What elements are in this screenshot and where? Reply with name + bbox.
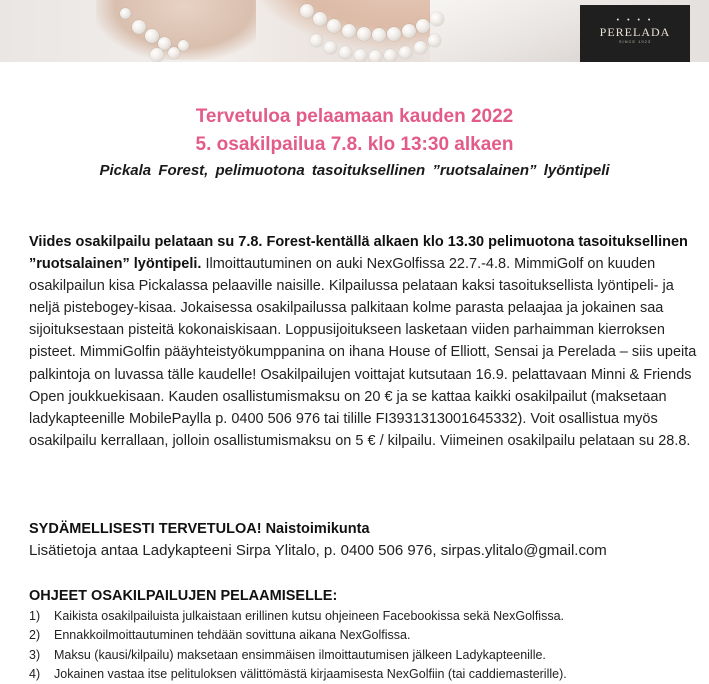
- instructions-heading: OHJEET OSAKILPAILUJEN PELAAMISELLE:: [29, 588, 338, 604]
- contact-line: Lisätietoja antaa Ladykapteeni Sirpa Ylitalo, p. 0400 506 976, sirpas.ylitalo@gmail.com: [29, 542, 607, 559]
- necklace-pearl: [416, 19, 430, 33]
- bracelet-pearl: [120, 8, 131, 19]
- logo-dots: • • • •: [616, 17, 654, 24]
- necklace-pearl: [414, 41, 427, 54]
- item-number: 2): [29, 628, 41, 643]
- body-paragraph: [29, 231, 697, 452]
- necklace-pearl: [399, 46, 412, 59]
- item-text: Maksu (kausi/kilpailu) maksetaan ensimmäisen ilmoittautumisen jälkeen Ladykapteenille.: [54, 647, 546, 662]
- item-number: 1): [29, 609, 41, 623]
- necklace-pearl: [313, 12, 327, 26]
- necklace-pearl: [300, 4, 314, 18]
- welcome-line: SYDÄMELLISESTI TERVETULOA! Naistoimikunta: [29, 521, 370, 537]
- necklace-pearl: [357, 27, 371, 41]
- necklace-pearl: [430, 12, 444, 26]
- necklace-pearl: [402, 24, 416, 38]
- perelada-logo: [580, 5, 690, 62]
- item-text: Kaikista osakilpailuista julkaistaan erillinen kutsu ohjeineen Facebookissa sekä NexGolfissa.: [54, 609, 564, 623]
- list-item: [29, 646, 709, 665]
- page-title: Tervetuloa pelaamaan kauden 2022: [195, 106, 514, 127]
- item-text: Ennakkoilmoittautuminen tehdään sovittuna aikana NexGolfissa.: [54, 628, 411, 643]
- header-photo: [0, 0, 709, 62]
- necklace-pearl: [428, 34, 441, 47]
- item-number: 4): [29, 666, 41, 681]
- list-item: [29, 626, 709, 645]
- list-item: [29, 607, 709, 626]
- bracelet-pearl: [132, 20, 146, 34]
- event-subtitle: Pickala Forest, pelimuotona tasoituksellinen ”ruotsalainen” lyöntipeli: [99, 162, 610, 179]
- bracelet-pearl: [150, 48, 164, 62]
- necklace-pearl: [372, 28, 386, 42]
- bracelet-pearl: [178, 40, 189, 51]
- logo-since: SINCE 1923: [618, 39, 652, 44]
- logo-name: PERELADA: [599, 25, 671, 39]
- necklace-pearl: [324, 41, 337, 54]
- necklace-pearl: [310, 34, 323, 47]
- necklace-pearl: [339, 46, 352, 59]
- item-number: 3): [29, 647, 41, 662]
- necklace-pearl: [342, 24, 356, 38]
- necklace-pearl: [327, 19, 341, 33]
- body-text: Ilmoittautuminen on auki NexGolfissa 22.7.-4.8. MimmiGolf on kuuden osakilpailun kisa Pickalassa pelaaville naisille. Kilpailussa pelataan kaksi tasoituksellista lyöntipeli- ja neljä pistebogey-kisaa. Jokaisessa osakilpailussa palkitaan kolme parasta pelaajaa ja jokainen saa sijoituksestaan pisteitä kokonaiskisaan. Loppusijoitukseen lasketaan viiden parhaimman kierroksen pisteet. MimmiGolfin pääyhteistyökumppanina on ihana House of Elliott, Sensai ja Perelada – siis upeita palkintoja on luvassa tälle kaudelle! Osakilpailujen voittajat kutsutaan 16.9. pelattavaan Minni & Friends Open joukkuekisaan. Kauden osallistumismaksu on 20 € ja se kattaa kaikki osakilpailut (maksetaan ladykapteenille MobilePaylla p. 0400 506 976 tai tilille FI3931313001645332). Voit osallistua myös osakilpailu kerrallaan, jolloin osallistumismaksu on 5 € / kilpailu. Viimeinen osakilpailu pelataan su 28.8.: [29, 256, 697, 449]
- necklace-pearl: [354, 49, 367, 62]
- event-title: 5. osakilpailua 7.8. klo 13:30 alkaen: [195, 134, 514, 155]
- body-lead: Viides osakilpailu pelataan su 7.8. Forest-kentällä alkaen klo 13.30 pelimuotona tasoituksellinen ”ruotsalainen” lyöntipeli.: [29, 234, 688, 273]
- item-text: Jokainen vastaa itse pelituloksen välittömästä kirjaamisesta NexGolfiin (tai caddiemasterille).: [54, 666, 567, 681]
- bracelet-pearl: [145, 29, 159, 43]
- necklace-pearl: [384, 49, 397, 62]
- list-item: [29, 665, 709, 684]
- necklace-pearl: [369, 50, 382, 62]
- white-fabric: [430, 0, 590, 62]
- instructions-list: [29, 607, 709, 684]
- necklace-pearl: [387, 27, 401, 41]
